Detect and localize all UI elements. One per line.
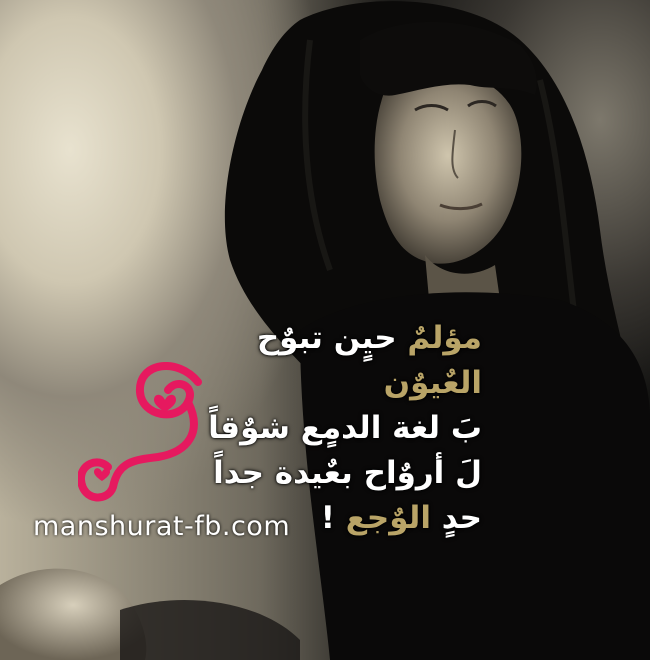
quote-line-5-end: ! xyxy=(320,500,335,536)
knee xyxy=(120,600,300,660)
arabic-quote xyxy=(122,316,482,541)
quote-line-5-start: حدٍ xyxy=(441,500,482,536)
quote-line-3: بَ لغة الدمٍع شوٌقاً xyxy=(208,410,482,446)
quote-line-4: لَ أروٌاح بعٌيدة جداً xyxy=(213,455,482,491)
quote-word-gold-2: الوٌجع xyxy=(345,500,431,536)
quote-word-gold-1: مؤلمٌ xyxy=(407,320,482,356)
quote-line-2: العٌيوٌن xyxy=(383,365,482,401)
quote-line-1 xyxy=(122,316,482,361)
quote-line-1-rest: حيٍن تبوٌح xyxy=(256,320,397,356)
watermark-url: manshurat-fb.com xyxy=(33,511,291,542)
heart-icon-small xyxy=(94,468,110,481)
